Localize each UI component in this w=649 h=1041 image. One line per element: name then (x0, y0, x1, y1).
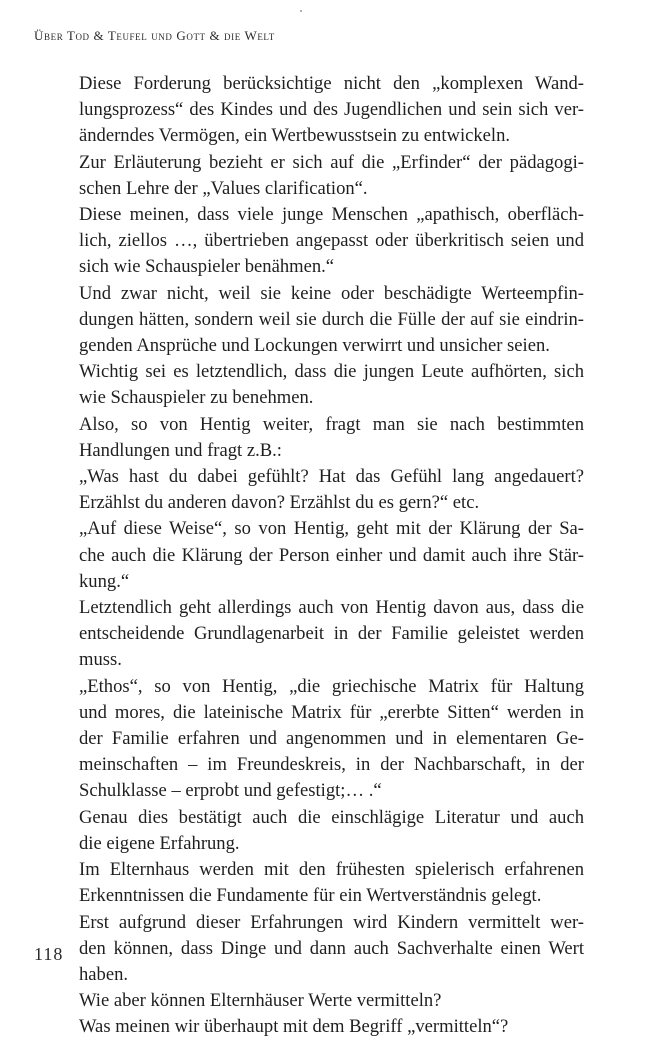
paragraph (62, 516, 584, 595)
text-line: Im Elternhaus werden mit den frühesten spielerisch erfahrenen (79, 859, 584, 881)
text-line: Was meinen wir überhaupt mit dem Begriff „vermitteln“? (79, 1016, 509, 1038)
paragraph (62, 202, 584, 281)
text-line: Genau dies bestätigt auch die einschlägige Literatur und auch (79, 806, 584, 828)
text-line: lungsprozess“ des Kindes und des Jugendlichen und sein sich ver- (79, 99, 584, 121)
paragraph (62, 595, 584, 674)
text-line: genden Ansprüche und Lockungen verwirrt und unsicher seien. (79, 335, 550, 357)
text-line: meinschaften – im Freundeskreis, in der Nachbarschaft, in der (79, 754, 584, 776)
text-line: und mores, die lateinische Matrix für „ererbte Sitten“ werden in (79, 701, 584, 723)
body-text (62, 71, 584, 1041)
paragraph (62, 71, 584, 150)
text-line: che auch die Klärung der Person einher und damit auch ihre Stär- (79, 544, 584, 566)
text-line: sich wie Schauspieler benähmen.“ (79, 256, 335, 278)
text-line: wie Schauspieler zu benehmen. (79, 387, 314, 409)
text-line: dungen hätten, sondern weil sie durch die Fülle der auf sie eindrin- (79, 308, 584, 330)
paragraph (62, 1014, 584, 1040)
text-line: Erzählst du anderen davon? Erzählst du es gern?“ etc. (79, 492, 480, 514)
text-line: die eigene Erfahrung. (79, 832, 240, 854)
page-number: 118 (34, 944, 64, 964)
text-line: lich, ziellos …, übertrieben angepasst oder überkritisch seien und (79, 230, 584, 252)
text-line: entscheidende Grundlagenarbeit in der Familie geleistet werden (79, 623, 584, 645)
text-line: muss. (79, 649, 122, 671)
paragraph (62, 412, 584, 464)
text-line: Diese meinen, dass viele junge Menschen „apathisch, oberfläch- (79, 204, 584, 226)
text-line: Wichtig sei es letztendlich, dass die jungen Leute aufhörten, sich (79, 361, 584, 383)
text-line: haben. (79, 963, 129, 985)
paragraph (62, 988, 584, 1014)
text-line: Also, so von Hentig weiter, fragt man sie nach bestimmten (79, 413, 584, 435)
paragraph (62, 464, 584, 516)
paragraph (62, 359, 584, 411)
text-line: kung.“ (79, 570, 130, 592)
paragraph (62, 150, 584, 202)
text-line: schen Lehre der „Values clarification“. (79, 177, 368, 199)
text-line: „Ethos“, so von Hentig, „die griechische Matrix für Haltung (79, 675, 584, 697)
text-line: Erkenntnissen die Fundamente für ein Wertverständnis gelegt. (79, 885, 542, 907)
text-line: änderndes Vermögen, ein Wertbewusstsein zu entwickeln. (79, 125, 511, 147)
paragraph (62, 281, 584, 360)
text-line: Schulklasse – erprobt und gefestigt;… .“ (79, 780, 382, 802)
scan-speck (300, 10, 302, 12)
text-line: Diese Forderung berücksichtige nicht den „komplexen Wand- (79, 73, 584, 94)
paragraph (62, 857, 584, 909)
text-line: Letztendlich geht allerdings auch von Hentig davon aus, dass die (79, 597, 584, 619)
running-head: Über Tod & Teufel und Gott & die Welt (34, 28, 275, 43)
text-line: Wie aber können Elternhäuser Werte vermitteln? (79, 990, 442, 1012)
text-line: Erst aufgrund dieser Erfahrungen wird Kindern vermittelt wer- (79, 911, 584, 933)
text-line: der Familie erfahren und angenommen und in elementaren Ge- (79, 728, 584, 750)
text-line: „Auf diese Weise“, so von Hentig, geht mit der Klärung der Sa- (79, 518, 584, 540)
text-line: Zur Erläuterung bezieht er sich auf die „Erfinder“ der pädagogi- (79, 151, 584, 173)
paragraph (62, 674, 584, 805)
paragraph (62, 910, 584, 989)
paragraph (62, 805, 584, 857)
text-line: Und zwar nicht, weil sie keine oder beschädigte Werteempfin- (79, 282, 584, 304)
text-line: „Was hast du dabei gefühlt? Hat das Gefühl lang angedauert? (79, 466, 584, 488)
text-line: den können, dass Dinge und dann auch Sachverhalte einen Wert (79, 937, 584, 959)
text-line: Handlungen und fragt z.B.: (79, 439, 282, 461)
